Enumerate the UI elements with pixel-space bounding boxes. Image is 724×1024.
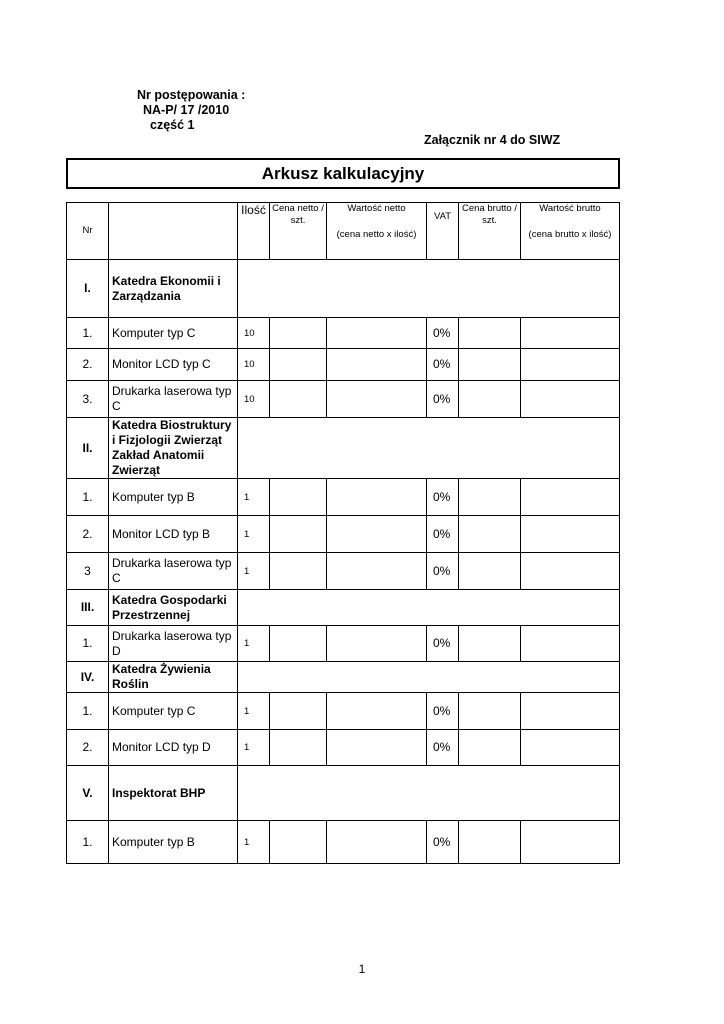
item-row [67,349,620,381]
col-header-nr: Nr [67,203,109,260]
item-quantity: 1 [238,516,270,553]
gross-value-cell [521,693,620,730]
item-vat: 0% [427,381,459,418]
net-value-cell [327,381,427,418]
sheet-title: Arkusz kalkulacyjny [66,158,620,189]
gross-value-cell [521,349,620,381]
section-blank-cell [238,766,620,821]
item-quantity: 10 [238,318,270,349]
section-number: I. [67,260,109,318]
procedure-number-label: Nr postępowania : [137,88,246,102]
gross-value-cell [521,553,620,590]
item-vat: 0% [427,626,459,662]
section-blank-cell [238,590,620,626]
annex-label: Załącznik nr 4 do SIWZ [424,133,561,147]
gross-value-formula: (cena brutto x ilość) [528,229,612,240]
net-value-cell [327,479,427,516]
item-row [67,693,620,730]
item-vat: 0% [427,516,459,553]
net-unit-price-cell [270,516,327,553]
net-unit-price-cell [270,821,327,864]
item-quantity: 1 [238,479,270,516]
net-unit-price-cell [270,381,327,418]
item-name: Drukarka laserowa typ C [109,381,238,418]
section-number: V. [67,766,109,821]
section-blank-cell [238,662,620,693]
gross-unit-price-cell [459,553,521,590]
section-name: Katedra Żywienia Roślin [109,662,238,693]
section-number: IV. [67,662,109,693]
section-number: III. [67,590,109,626]
col-header-name [109,203,238,260]
col-header-quantity: Ilość [238,203,270,260]
section-row [67,260,620,318]
item-quantity: 1 [238,693,270,730]
item-number: 1. [67,479,109,516]
gross-value-cell [521,318,620,349]
gross-value-cell [521,730,620,766]
item-vat: 0% [427,821,459,864]
gross-value-cell [521,516,620,553]
item-row [67,381,620,418]
net-value-cell [327,516,427,553]
net-value-cell [327,730,427,766]
procedure-number: NA-P/ 17 /2010 [143,103,230,117]
net-unit-price-cell [270,626,327,662]
item-number: 3. [67,381,109,418]
item-name: Monitor LCD typ B [109,516,238,553]
item-row [67,626,620,662]
item-name: Komputer typ B [109,821,238,864]
gross-unit-price-cell [459,381,521,418]
item-quantity: 1 [238,553,270,590]
section-name: Inspektorat BHP [109,766,238,821]
item-name: Drukarka laserowa typ C [109,553,238,590]
page-number: 1 [358,962,366,976]
item-vat: 0% [427,693,459,730]
gross-value-cell [521,821,620,864]
gross-value-cell [521,381,620,418]
net-unit-price-cell [270,349,327,381]
item-number: 2. [67,516,109,553]
net-value-label: Wartość netto [347,203,406,214]
item-number: 2. [67,730,109,766]
item-number: 1. [67,821,109,864]
section-row [67,662,620,693]
section-blank-cell [238,260,620,318]
net-unit-price-cell [270,693,327,730]
section-name: Katedra Gospodarki Przestrzennej [109,590,238,626]
item-number: 1. [67,693,109,730]
gross-unit-price-cell [459,730,521,766]
calculation-table [66,202,620,864]
net-value-cell [327,349,427,381]
item-row [67,479,620,516]
gross-unit-price-cell [459,821,521,864]
net-unit-price-cell [270,318,327,349]
gross-unit-price-cell [459,516,521,553]
item-row [67,516,620,553]
section-row [67,766,620,821]
section-name: Katedra Ekonomii i Zarządzania [109,260,238,318]
net-value-cell [327,821,427,864]
item-name: Monitor LCD typ C [109,349,238,381]
gross-unit-price-cell [459,626,521,662]
part-label: część 1 [150,118,195,132]
item-quantity: 10 [238,349,270,381]
net-value-cell [327,553,427,590]
net-unit-price-cell [270,553,327,590]
item-quantity: 1 [238,821,270,864]
item-quantity: 1 [238,626,270,662]
item-row [67,730,620,766]
col-header-vat: VAT [427,203,459,260]
gross-unit-price-cell [459,693,521,730]
item-name: Komputer typ B [109,479,238,516]
gross-value-cell [521,626,620,662]
item-vat: 0% [427,318,459,349]
net-unit-price-cell [270,730,327,766]
col-header-net-unit-price: Cena netto / szt. [270,203,327,260]
section-row [67,418,620,479]
item-vat: 0% [427,479,459,516]
item-number: 2. [67,349,109,381]
net-value-cell [327,693,427,730]
item-number: 1. [67,318,109,349]
col-header-gross-unit-price: Cena brutto / szt. [459,203,521,260]
item-name: Komputer typ C [109,318,238,349]
gross-unit-price-cell [459,318,521,349]
gross-unit-price-cell [459,349,521,381]
net-value-cell [327,318,427,349]
item-row [67,821,620,864]
item-name: Drukarka laserowa typ D [109,626,238,662]
col-header-gross-value [521,203,620,260]
net-unit-price-cell [270,479,327,516]
item-number: 1. [67,626,109,662]
gross-value-cell [521,479,620,516]
item-vat: 0% [427,553,459,590]
item-number: 3 [67,553,109,590]
item-vat: 0% [427,349,459,381]
table-header-row [67,203,620,260]
gross-unit-price-cell [459,479,521,516]
net-value-formula: (cena netto x ilość) [336,229,417,240]
section-blank-cell [238,418,620,479]
section-name: Katedra Biostruktury i Fizjologii Zwierząt Zakład Anatomii Zwierząt [109,418,238,479]
net-value-cell [327,626,427,662]
gross-value-label: Wartość brutto [539,203,601,214]
item-name: Komputer typ C [109,693,238,730]
item-row [67,553,620,590]
item-row [67,318,620,349]
section-row [67,590,620,626]
item-name: Monitor LCD typ D [109,730,238,766]
item-vat: 0% [427,730,459,766]
item-quantity: 10 [238,381,270,418]
section-number: II. [67,418,109,479]
col-header-net-value [327,203,427,260]
item-quantity: 1 [238,730,270,766]
